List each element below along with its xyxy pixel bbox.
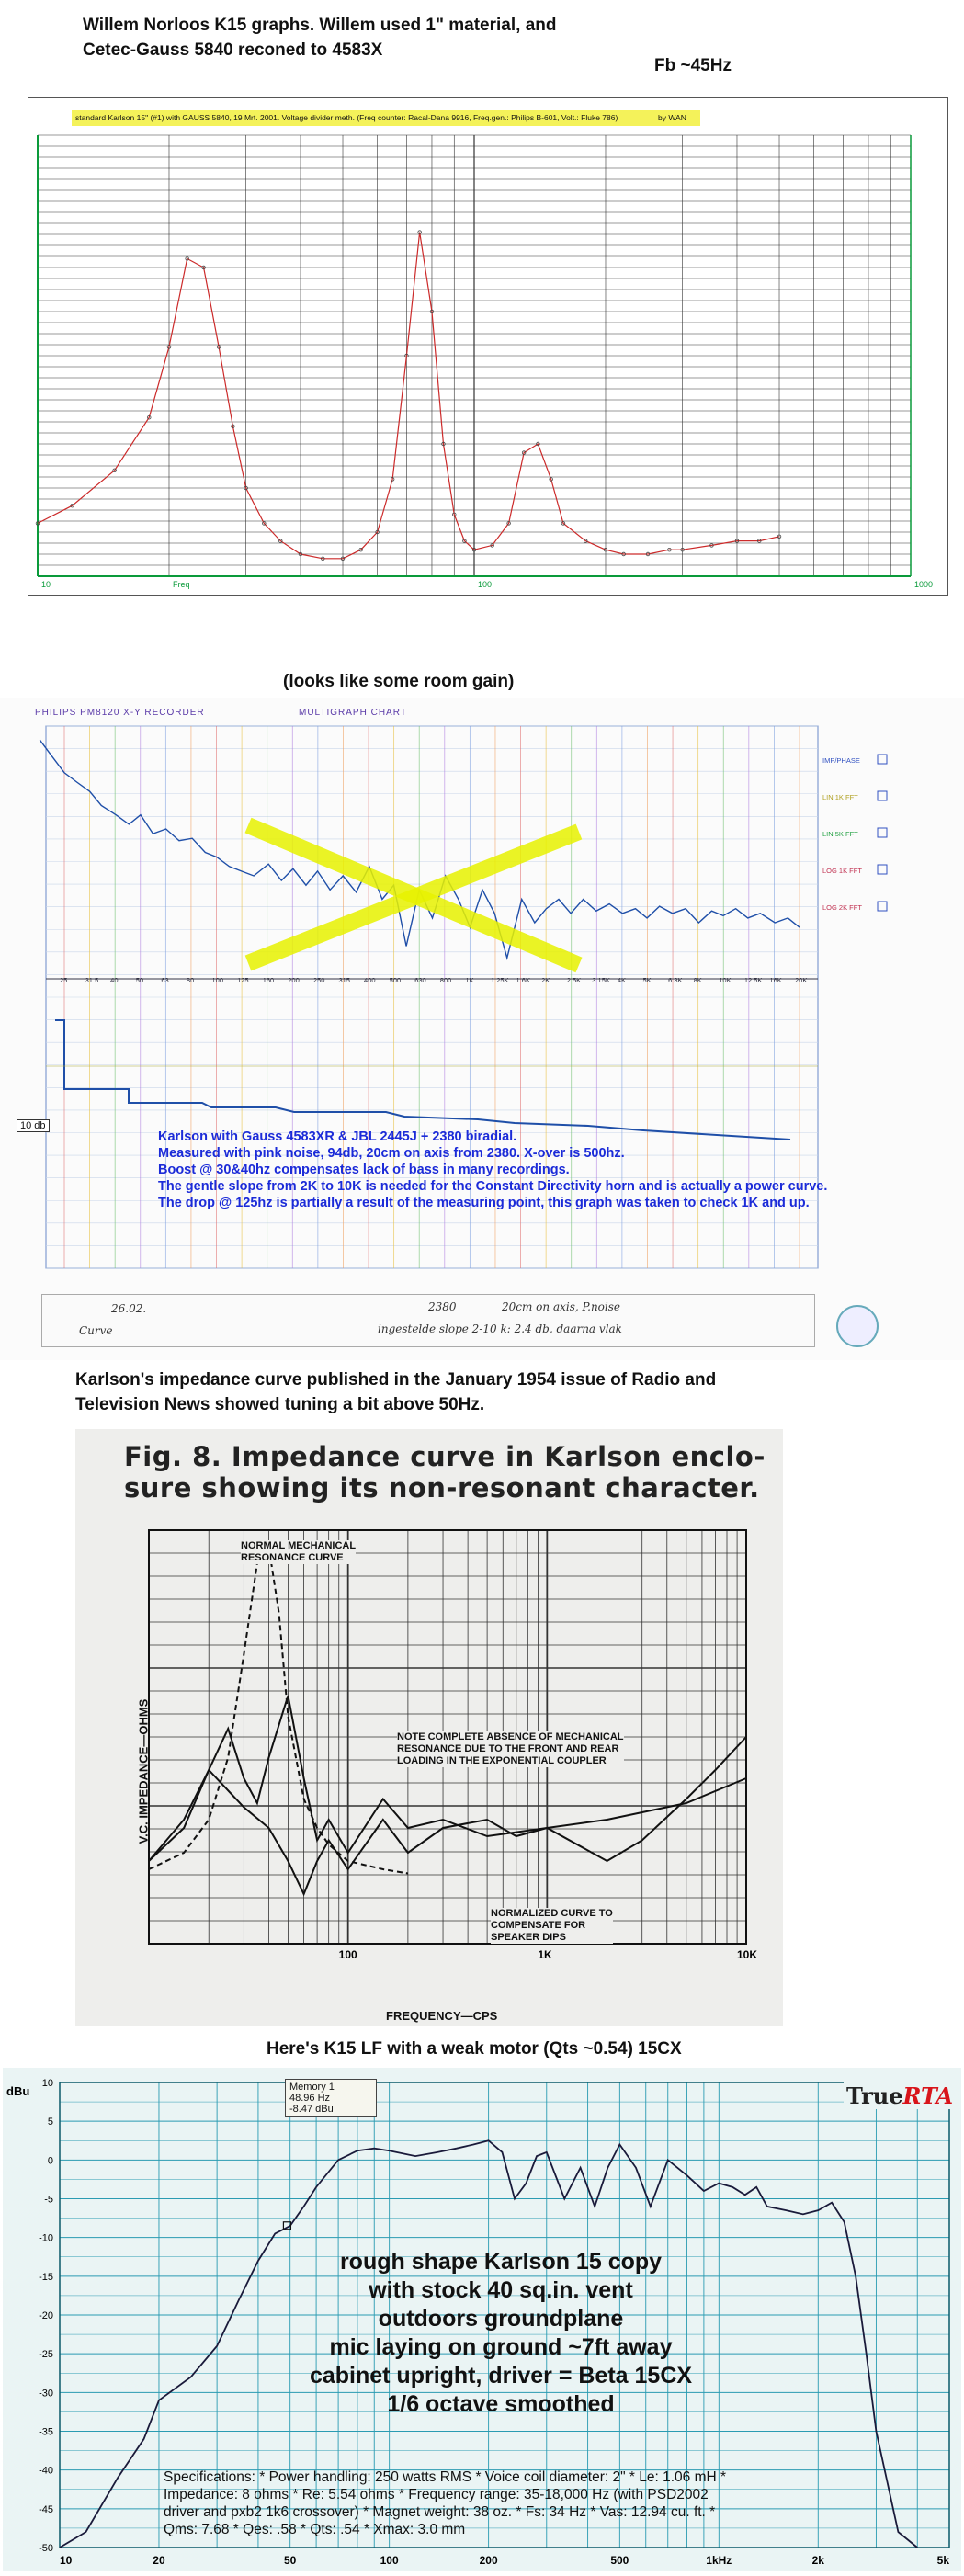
chart4-ytick-label: -35 bbox=[39, 2426, 53, 2438]
chart2-legend-label: LIN 1K FFT bbox=[822, 793, 858, 801]
overlay-line-5: cabinet upright, driver = Beta 15CX bbox=[309, 2363, 693, 2389]
spec-line-2: Impedance: 8 ohms * Re: 5.54 ohms * Frequency range: 35-18,000 Hz (with PSD2002 bbox=[164, 2487, 709, 2502]
chart2-note-5: The drop @ 125hz is partially a result of the measuring point, this graph was taken to check 1K and up. bbox=[158, 1196, 810, 1210]
chart2-note-2: Measured with pink noise, 94db, 20cm on axis from 2380. X-over is 500hz. bbox=[158, 1146, 625, 1161]
chart4-ytick-label: 5 bbox=[47, 2116, 53, 2128]
annot-normal-1: NORMAL MECHANICAL bbox=[241, 1540, 357, 1551]
chart3-fig-title-line2: sure showing its non-resonant character. bbox=[124, 1472, 760, 1504]
spec-line-4: Qms: 7.68 * Qes: .58 * Qts: .54 * Xmax: 3.0 mm bbox=[164, 2522, 466, 2537]
chart2-note-3: Boost @ 30&40hz compensates lack of bass in many recordings. bbox=[158, 1163, 570, 1177]
chart2-freq-label: 16K bbox=[769, 976, 782, 984]
chart2-svg bbox=[0, 698, 964, 1360]
chart2-note-1: Karlson with Gauss 4583XR & JBL 2445J + 2380 biradial. bbox=[158, 1129, 517, 1144]
chart2-freq-label: 315 bbox=[338, 976, 350, 984]
chart1-xtick-label: Freq bbox=[172, 580, 190, 589]
fb-note: Fb ~45Hz bbox=[654, 56, 732, 75]
chart2-legend-checkbox bbox=[878, 865, 887, 874]
chart2-freq-label: 25 bbox=[60, 976, 68, 984]
annot-normalized-3: SPEAKER DIPS bbox=[491, 1932, 566, 1943]
annot-normalized-1: NORMALIZED CURVE TO bbox=[491, 1908, 613, 1919]
chart2-legend-checkbox bbox=[878, 902, 887, 911]
overlay-line-4: mic laying on ground ~7ft away bbox=[329, 2334, 673, 2360]
chart4-specs bbox=[164, 2468, 917, 2538]
overlay-line-3: outdoors groundplane bbox=[378, 2306, 624, 2332]
chart2-note-4: The gentle slope from 2K to 10K is needed for the Constant Directivity horn and is actually a power curve. bbox=[158, 1179, 828, 1194]
chart2-notes bbox=[158, 1129, 893, 1211]
chart1-banner bbox=[72, 110, 700, 126]
chart1-series-line bbox=[38, 233, 779, 559]
chart2-legend-checkbox bbox=[878, 755, 887, 764]
chart3-series-line bbox=[149, 1696, 746, 1861]
chart3-xlabel: FREQUENCY—CPS bbox=[386, 2009, 498, 2023]
chart4-ytick-label: -25 bbox=[39, 2349, 53, 2361]
annot-normal-2: RESONANCE CURVE bbox=[241, 1552, 344, 1563]
chart1-xtick-label: 10 bbox=[41, 580, 51, 589]
chart2-freq-label: 20K bbox=[795, 976, 808, 984]
chart2-freq-label: 800 bbox=[439, 976, 452, 984]
chart1-banner-author: by WAN bbox=[658, 113, 686, 122]
section1-heading-line2: Cetec-Gauss 5840 reconed to 4583X bbox=[83, 40, 383, 60]
chart4-xtick-label: 50 bbox=[284, 2554, 297, 2567]
chart2-freq-label: 2.5K bbox=[566, 976, 582, 984]
hand-curve: Curve bbox=[79, 1324, 113, 1337]
chart2-freq-label: 1.6K bbox=[516, 976, 530, 984]
annot-note-2: RESONANCE DUE TO THE FRONT AND REAR bbox=[397, 1743, 619, 1754]
chart2-freq-label: 8K bbox=[693, 976, 702, 984]
chart3-fig-title-line1: Fig. 8. Impedance curve in Karlson enclo- bbox=[124, 1441, 766, 1472]
chart3-xtick-label: 1K bbox=[538, 1948, 552, 1961]
hand-date: 26.02. bbox=[111, 1302, 147, 1315]
chart2-freq-label: 40 bbox=[110, 976, 119, 984]
chart4-ytick-label: -20 bbox=[39, 2310, 53, 2321]
chart2-freq-label: 630 bbox=[414, 976, 426, 984]
truerta-true: True bbox=[846, 2082, 903, 2109]
annot-note-1: NOTE COMPLETE ABSENCE OF MECHANICAL bbox=[397, 1731, 624, 1742]
chart2-freq-label: 500 bbox=[389, 976, 402, 984]
hand-20cm: 20cm on axis, P.noise bbox=[502, 1300, 621, 1313]
chart3-svg bbox=[75, 1429, 783, 2026]
chart4-xtick-label: 10 bbox=[60, 2554, 73, 2567]
chart4-overlay bbox=[225, 2248, 777, 2419]
hand-slope: ingestelde slope 2-10 k: 2.4 db, daarna vlak bbox=[378, 1322, 622, 1335]
chart2-freq-label: 12.5K bbox=[743, 976, 763, 984]
chart2-legend-label: IMP/PHASE bbox=[822, 756, 860, 765]
chart4-xtick-label: 1kHz bbox=[706, 2554, 732, 2567]
spec-line-3: driver and pxb2 1k6 crossover) * Magnet weight: 38 oz. * Fs: 34 Hz * Vas: 12.94 cu. ft. * bbox=[164, 2504, 716, 2520]
chart2-freq-label: 100 bbox=[211, 976, 224, 984]
chart2-freq-label: 160 bbox=[262, 976, 275, 984]
annot-normalized bbox=[491, 1908, 613, 1944]
chart4-ytick-label: -10 bbox=[39, 2232, 53, 2244]
chart2-legend-checkbox bbox=[878, 791, 887, 800]
chart4-ytick-label: -15 bbox=[39, 2271, 53, 2283]
chart2-brand: PHILIPS PM8120 X-Y RECORDER bbox=[35, 708, 205, 718]
overlay-line-1: rough shape Karlson 15 copy bbox=[339, 2249, 663, 2275]
chart2-handwritten-strip bbox=[41, 1294, 815, 1347]
chart1-svg bbox=[28, 98, 947, 595]
section4-caption: Here's K15 LF with a weak motor (Qts ~0.54) 15CX bbox=[267, 2039, 682, 2059]
chart2-freq-label: 6.3K bbox=[668, 976, 683, 984]
chart4-ytick-label: -45 bbox=[39, 2503, 53, 2515]
section1-heading-line1: Willem Norloos K15 graphs. Willem used 1" material, and bbox=[83, 16, 557, 35]
annot-note-3: LOADING IN THE EXPONENTIAL COUPLER bbox=[397, 1755, 607, 1766]
chart2-freq-label: 4K bbox=[617, 976, 627, 984]
annot-normalized-2: COMPENSATE FOR bbox=[491, 1920, 586, 1931]
truerta-logo bbox=[844, 2082, 956, 2109]
chart4-ytick-label: -30 bbox=[39, 2388, 53, 2400]
chart2-chart-name: MULTIGRAPH CHART bbox=[299, 708, 407, 718]
chart4-xtick-label: 500 bbox=[610, 2554, 629, 2567]
spec-line-1: Specifications: * Power handling: 250 watts RMS * Voice coil diameter: 2" * Le: 1.06 mH * bbox=[164, 2469, 727, 2485]
chart2-freq-label: 125 bbox=[237, 976, 249, 984]
chart4-ytick-label: -40 bbox=[39, 2465, 53, 2477]
annot-note bbox=[397, 1731, 624, 1767]
chart1-xtick-label: 100 bbox=[478, 580, 493, 589]
chart2-level-label: 10 db bbox=[17, 1119, 50, 1132]
memory-title: Memory 1 bbox=[289, 2082, 335, 2093]
chart1-frame bbox=[28, 97, 948, 596]
section3-caption-line2: Television News showed tuning a bit above 50Hz. bbox=[75, 1395, 485, 1414]
chart2-legend-label: LOG 2K FFT bbox=[822, 903, 862, 912]
hand-2380: 2380 bbox=[428, 1300, 457, 1313]
chart2-freq-label: 50 bbox=[135, 976, 144, 984]
chart3-xtick-label: 100 bbox=[338, 1948, 357, 1961]
section3-caption-line1: Karlson's impedance curve published in the January 1954 issue of Radio and bbox=[75, 1370, 717, 1390]
chart4-xtick-label: 2k bbox=[811, 2554, 824, 2567]
chart3-xtick-label: 10K bbox=[737, 1948, 758, 1961]
annot-normal bbox=[241, 1540, 356, 1564]
chart2-freq-label: 400 bbox=[364, 976, 376, 984]
chart4-xtick-label: 20 bbox=[153, 2554, 165, 2567]
chart2-freq-label: 63 bbox=[161, 976, 169, 984]
chart3-series-line bbox=[149, 1547, 408, 1874]
chart2-freq-label: 200 bbox=[288, 976, 300, 984]
memory-freq: 48.96 Hz bbox=[289, 2093, 331, 2104]
overlay-line-2: with stock 40 sq.in. vent bbox=[369, 2277, 633, 2303]
overlay-line-6: 1/6 octave smoothed bbox=[387, 2391, 615, 2417]
chart2-freq-label: 5K bbox=[642, 976, 652, 984]
chart4-ytick-label: -5 bbox=[44, 2194, 53, 2206]
chart4-ylabel: dBu bbox=[6, 2084, 30, 2098]
chart4-xtick-label: 5k bbox=[936, 2554, 949, 2567]
chart2-frame bbox=[0, 698, 964, 1360]
chart3-ylabel: V.C. IMPEDANCE—OHMS bbox=[136, 1698, 151, 1844]
chart2-freq-label: 1K bbox=[465, 976, 474, 984]
chart4-ytick-label: 0 bbox=[47, 2155, 53, 2167]
chart3-fig-title bbox=[124, 1441, 767, 1504]
chart4-xtick-label: 100 bbox=[380, 2554, 399, 2567]
section1-heading bbox=[83, 13, 744, 62]
chart4-xtick-label: 200 bbox=[479, 2554, 498, 2567]
chart3-frame bbox=[75, 1429, 783, 2026]
chart2-freq-label: 31.5 bbox=[85, 976, 99, 984]
chart1-xtick-label: 1000 bbox=[914, 580, 934, 589]
truerta-rta: RTA bbox=[902, 2082, 954, 2109]
memory-box bbox=[285, 2079, 377, 2117]
chart2-legend-label: LIN 5K FFT bbox=[822, 830, 858, 838]
chart2-legend-checkbox bbox=[878, 828, 887, 837]
chart2-freq-label: 80 bbox=[186, 976, 195, 984]
chart1-banner-text: standard Karlson 15" (#1) with GAUSS 5840, 19 Mrt. 2001. Voltage divider meth. (Freq counter: Racal-Dana 9916, Freq.gen.: Philips B-601, Volt.: Fluke 786) bbox=[75, 113, 618, 122]
chart2-freq-label: 250 bbox=[312, 976, 325, 984]
section3-caption bbox=[75, 1367, 902, 1417]
chart4-ytick-label: 10 bbox=[41, 2078, 53, 2089]
section2-caption: (looks like some room gain) bbox=[283, 672, 515, 691]
chart2-stamp-icon bbox=[836, 1305, 879, 1347]
chart4-ytick-label: -50 bbox=[39, 2543, 53, 2554]
chart2-freq-label: 3.15K bbox=[592, 976, 610, 984]
memory-level: -8.47 dBu bbox=[289, 2104, 334, 2115]
chart2-freq-label: 10K bbox=[719, 976, 732, 984]
chart2-legend-label: LOG 1K FFT bbox=[822, 867, 862, 875]
chart2-freq-label: 2K bbox=[541, 976, 550, 984]
chart2-freq-label: 1.25K bbox=[490, 976, 509, 984]
